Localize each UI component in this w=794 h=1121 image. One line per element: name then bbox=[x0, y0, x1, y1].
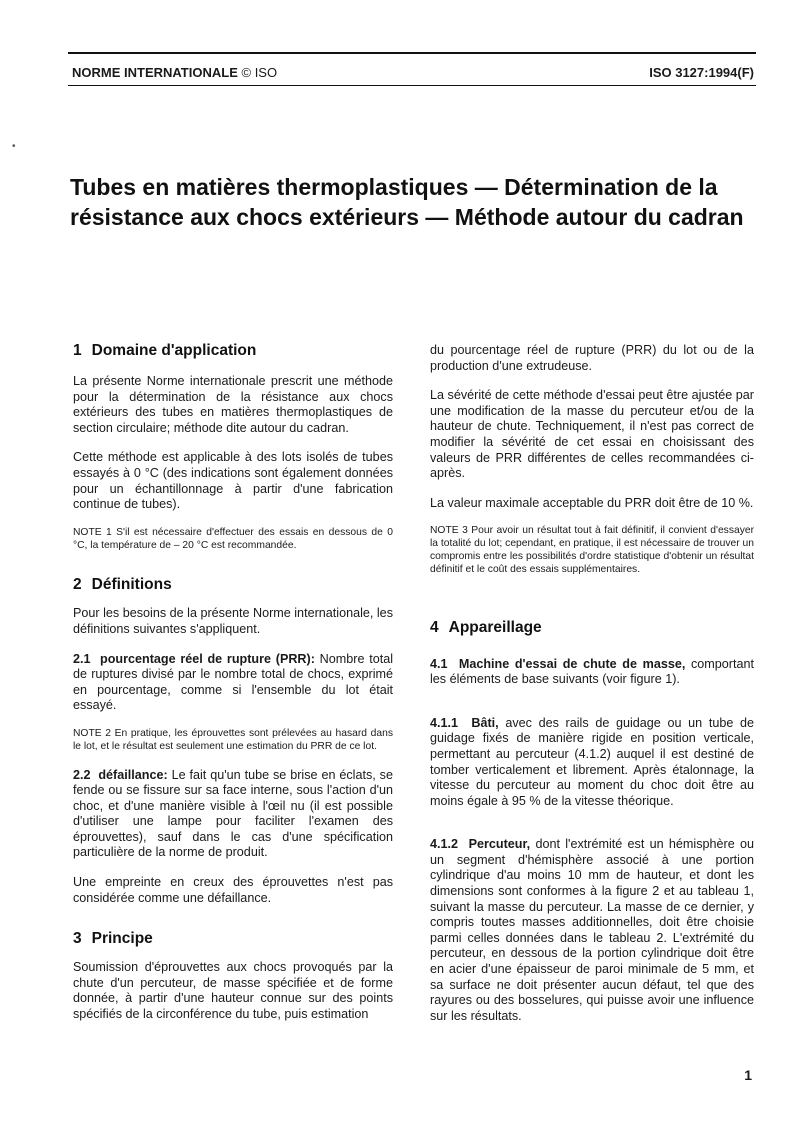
note-1: NOTE 1 S'il est nécessaire d'effectuer des essais en dessous de 0 °C, la température de – 20 °C est recommandée. bbox=[73, 526, 393, 551]
section-2-heading bbox=[73, 574, 393, 596]
section-4-heading bbox=[430, 617, 754, 639]
header-standard-number: ISO 3127:1994(F) bbox=[649, 65, 754, 80]
clause-4-1-1 bbox=[430, 716, 754, 810]
clause-number: 2.2 bbox=[73, 767, 91, 782]
clause-number: 4.1 bbox=[430, 656, 448, 671]
clause-number: 2.1 bbox=[73, 651, 91, 666]
section-title: Appareillage bbox=[448, 618, 542, 636]
paragraph-principe-start: Soumission d'éprouvettes aux chocs provoqués par la chute d'un percuteur, de masse spécifiée et de forme donnée, à partir d'une hauteur connue sur des points spécifiés de la circonférence du tube, puis estimation bbox=[73, 960, 393, 1022]
clause-term: Machine d'essai de chute de masse, bbox=[458, 656, 686, 671]
definition-2-1 bbox=[73, 652, 393, 714]
right-column bbox=[430, 343, 754, 1024]
paragraph-principe-continued: du pourcentage réel de rupture (PRR) du lot ou de la production d'une extrudeuse. bbox=[430, 343, 754, 373]
section-title: Principe bbox=[91, 930, 153, 948]
section-number: 2 bbox=[73, 576, 82, 594]
clause-number: 4.1.1 bbox=[430, 715, 459, 730]
section-title: Domaine d'application bbox=[91, 342, 257, 359]
note-2: NOTE 2 En pratique, les éprouvettes sont prélevées au hasard dans le lot, et le résultat est seulement une estimation du PRR de ce lot. bbox=[73, 727, 393, 752]
section-1-heading bbox=[73, 340, 393, 362]
clause-text: comportant les éléments de base suivants (voir figure 1). bbox=[430, 656, 755, 687]
clause-term: Percuteur, bbox=[468, 837, 531, 852]
paragraph: La sévérité de cette méthode d'essai peut être ajustée par une modification de la masse du percuteur et/ou de la hauteur de chute. Techniquement, il n'est pas correct de modifier la sévérité de cet essai en choisissant des valeurs de PRR différentes de celles recommandées ci-après. bbox=[430, 388, 754, 481]
left-column bbox=[73, 340, 393, 1023]
section-3-heading bbox=[73, 928, 393, 950]
clause-4-1 bbox=[430, 657, 754, 688]
document-title: Tubes en matières thermoplastiques — Détermination de la résistance aux chocs extérieurs — Méthode autour du cadran bbox=[70, 174, 744, 230]
clause-4-1-2 bbox=[430, 837, 754, 1024]
section-number: 3 bbox=[73, 930, 82, 948]
header-bottom-rule bbox=[68, 85, 756, 86]
paragraph: Cette méthode est applicable à des lots isolés de tubes essayés à 0 °C (des indications sont également données pour un échantillonnage à partir d'une fabrication continue de tubes). bbox=[73, 450, 393, 512]
section-number: 4 bbox=[430, 618, 439, 636]
clause-text: dont l'extrémité est un hémisphère ou un segment d'hémisphère associé à une portion cylindrique d'au moins 10 mm de hauteur, et dont les dimensions sont conformes à la figure 2 et au tableau 1, suivant la masse du percuteur. La masse de ce dernier, y compris toutes masses additionnelles, doit être choisie parmi celles données dans le tableau 2. L'extrémité du percuteur, en dessous de la portion cylindrique doit être en acier d'une épaisseur de paroi minimale de 5 mm, et sa surface ne doit présenter aucun défaut, tel que des rayures ou des bosselures, qui puisse avoir une influence sur les résultats. bbox=[430, 837, 754, 1023]
defined-term: pourcentage réel de rupture (PRR): bbox=[100, 651, 315, 666]
header-standard-type: NORME INTERNATIONALE bbox=[72, 65, 238, 80]
paragraph: Une empreinte en creux des éprouvettes n'est pas considérée comme une défaillance. bbox=[73, 875, 393, 905]
page-number: 1 bbox=[744, 1067, 752, 1083]
clause-number: 4.1.2 bbox=[430, 837, 459, 852]
margin-mark: • bbox=[12, 141, 16, 152]
paragraph: Pour les besoins de la présente Norme internationale, les définitions suivantes s'appliquent. bbox=[73, 606, 393, 636]
header-copyright: © ISO bbox=[241, 65, 278, 80]
note-3: NOTE 3 Pour avoir un résultat tout à fait définitif, il convient d'essayer la totalité du lot; cependant, en pratique, il est nécessaire de trouver un compromis entre les possibilités d'ordre statistique d'obtenir un résultat définitif et le coût des essais supplémentaires. bbox=[430, 525, 754, 575]
clause-term: Bâti, bbox=[471, 715, 499, 730]
section-title: Définitions bbox=[91, 576, 172, 594]
header-left bbox=[72, 65, 277, 80]
definition-text: Nombre total de ruptures divisé par le nombre total de chocs, exprimé en pourcentage, comme si l'ensemble du lot était essayé. bbox=[73, 651, 394, 713]
paragraph: La valeur maximale acceptable du PRR doit être de 10 %. bbox=[430, 495, 754, 510]
section-number: 1 bbox=[73, 342, 82, 359]
paragraph: La présente Norme internationale prescrit une méthode pour la détermination de la résistance aux chocs extérieurs des tubes en matières thermoplastiques de section circulaire; méthode dite autour du cadran. bbox=[73, 374, 393, 435]
header-top-rule bbox=[68, 52, 756, 54]
defined-term: défaillance: bbox=[98, 767, 168, 782]
definition-text: Le fait qu'un tube se brise en éclats, se fende ou se fissure sur sa face interne, sous l'action d'un choc, et d'une manière visible à l'œil nu (il est possible d'utiliser une lampe pour faciliter l'examen des éprouvettes), sauf dans le cas d'une spécification particulière de la norme de produit. bbox=[73, 767, 393, 860]
clause-text: avec des rails de guidage ou un tube de guidage fixés de manière rigide en position verticale, permettant au percuteur (4.1.2) auquel il est destiné de tomber verticalement et librement. Après étalonnage, la vitesse du percuteur au moment du choc doit être au moins égale à 95 % de la vitesse théorique. bbox=[430, 715, 755, 808]
definition-2-2 bbox=[73, 768, 393, 862]
